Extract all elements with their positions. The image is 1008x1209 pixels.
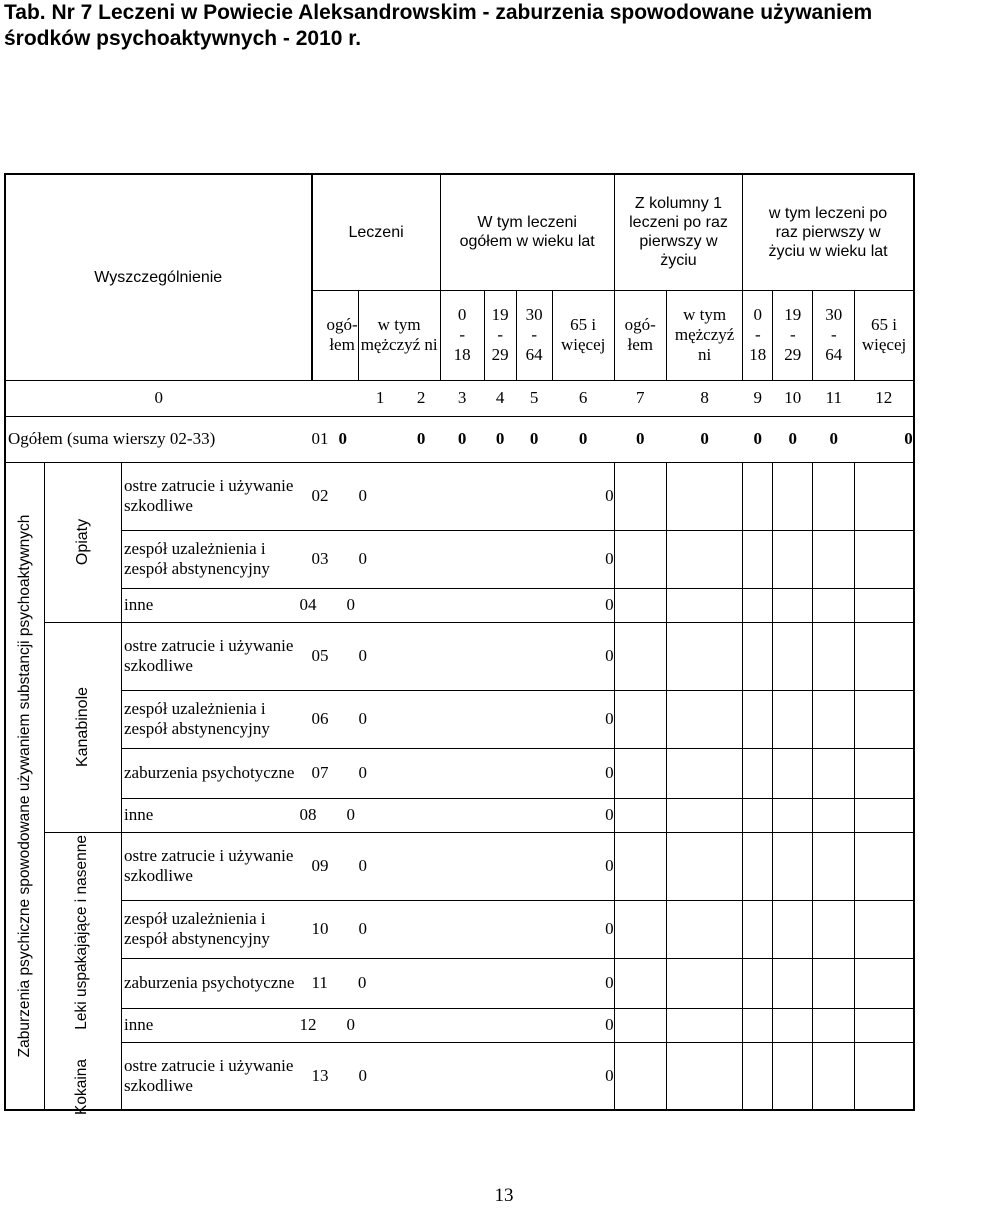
table-row-total (5, 416, 914, 462)
total-v7: 0 (636, 429, 645, 448)
table-row: Kanabinole ostre zatrucie i używanie szkodliwe 05 0 0 (5, 622, 914, 690)
row-label: zaburzenia psychotyczne (122, 748, 312, 798)
header-ogolem: ogó-łem (312, 290, 359, 380)
header-w-tym-pierwszy: w tym leczeni po raz pierwszy w życiu w wieku lat (743, 174, 914, 290)
table-row: Zaburzenia psychiczne spowodowane używaniem substancji psychoaktywnych Opiaty ostre zatrucie i używanie szkodliwe 02 0 0 (5, 462, 914, 530)
group-kanabinole: Kanabinole (45, 622, 122, 832)
group-main: Zaburzenia psychiczne spowodowane używaniem substancji psychoaktywnych (5, 462, 45, 1110)
row-label: inne (122, 1008, 312, 1042)
total-v5: 0 (529, 429, 539, 448)
table-row: inne 04 0 0 (5, 588, 914, 622)
row-label: zespół uzależnienia i zespół abstynencyjny (122, 690, 312, 748)
total-code: 01 0 (312, 416, 403, 462)
colnum-1: 1 (358, 380, 402, 416)
total-v11: 0 (829, 429, 839, 448)
colnum-5: 5 (516, 380, 552, 416)
header-ogolem-2: ogó-łem (614, 290, 666, 380)
header-age-30-64-2: 30 - 64 (813, 290, 855, 380)
total-v12: 0 (855, 416, 914, 462)
header-age-65: 65 i więcej (552, 290, 614, 380)
header-leczeni: Leczeni (312, 174, 441, 290)
table-row: Leki uspakajające i nasenne Kokaina ostre zatrucie i używanie szkodliwe 09 0 0 (5, 832, 914, 900)
colnum-6: 6 (552, 380, 614, 416)
data-table-wrapper (4, 173, 958, 1115)
header-age-65-2: 65 i więcej (855, 290, 914, 380)
total-v3: 0 (457, 429, 467, 448)
total-label: Ogółem (suma wierszy 02-33) (5, 416, 312, 462)
row-label: zaburzenia psychotyczne (122, 958, 312, 1008)
table-row: inne 08 0 0 (5, 798, 914, 832)
row-label: ostre zatrucie i używanie szkodliwe (122, 622, 312, 690)
page-number: 13 (494, 1185, 514, 1206)
colnum-12: 12 (855, 380, 914, 416)
colnum-8: 8 (666, 380, 742, 416)
table-row: zaburzenia psychotyczne 11 0 0 (5, 958, 914, 1008)
total-v9: 0 (753, 429, 763, 448)
header-mezczyzni-2: w tym mężczyź ni (666, 290, 742, 380)
header-age-19-29: 19 - 29 (484, 290, 516, 380)
row-label: inne (122, 588, 312, 622)
total-v4: 0 (495, 429, 505, 448)
row-label: ostre zatrucie i używanie szkodliwe (122, 1042, 312, 1110)
total-v6: 0 (578, 429, 588, 448)
total-v2: 0 (416, 429, 426, 448)
colnum-0: 0 (5, 380, 312, 416)
colnum-9: 9 (743, 380, 773, 416)
colnum-4: 4 (484, 380, 516, 416)
table-row: zaburzenia psychotyczne 07 0 0 (5, 748, 914, 798)
header-wyszczegolnienie: Wyszczególnienie (5, 174, 312, 380)
colnum-7: 7 (614, 380, 666, 416)
data-table (4, 173, 915, 1115)
header-mezczyzni: w tym mężczyź ni (358, 290, 440, 380)
total-v10: 0 (788, 429, 798, 448)
row-label: ostre zatrucie i używanie szkodliwe (122, 462, 312, 530)
header-age-30-64: 30 - 64 (516, 290, 552, 380)
colnum-11: 11 (813, 380, 855, 416)
group-leki: Leki uspakajające i nasenne Kokaina (45, 832, 122, 1110)
header-age-19-29-2: 19 - 29 (773, 290, 813, 380)
table-row: zespół uzależnienia i zespół abstynencyjny 03 0 0 (5, 530, 914, 588)
header-w-tym-wiek: W tym leczeni ogółem w wieku lat (440, 174, 614, 290)
colnum-3: 3 (440, 380, 484, 416)
row-label: inne (122, 798, 312, 832)
total-v8: 0 (700, 429, 709, 448)
header-z-kolumny: Z kolumny 1 leczeni po raz pierwszy w życiu (614, 174, 743, 290)
table-row: zespół uzależnienia i zespół abstynencyjny 10 0 0 (5, 900, 914, 958)
header-age-0-18: 0 - 18 (440, 290, 484, 380)
table-row: ostre zatrucie i używanie szkodliwe 13 0 0 (5, 1042, 914, 1110)
table-row: zespół uzależnienia i zespół abstynencyjny 06 0 0 (5, 690, 914, 748)
colnum-2: 2 (402, 380, 440, 416)
group-kokaina: Kokaina (73, 1058, 90, 1115)
colnum-10: 10 (773, 380, 813, 416)
table-row: inne 12 0 0 (5, 1008, 914, 1042)
row-label: ostre zatrucie i używanie szkodliwe (122, 832, 312, 900)
row-label: zespół uzależnienia i zespół abstynencyjny (122, 900, 312, 958)
row-label: zespół uzależnienia i zespół abstynencyjny (122, 530, 312, 588)
page-title: Tab. Nr 7 Leczeni w Powiecie Aleksandrowskim - zaburzenia spowodowane używaniem środków psychoaktywnych - 2010 r. (4, 1, 873, 50)
header-age-0-18-2: 0 - 18 (743, 290, 773, 380)
group-opiaty: Opiaty (45, 462, 122, 622)
